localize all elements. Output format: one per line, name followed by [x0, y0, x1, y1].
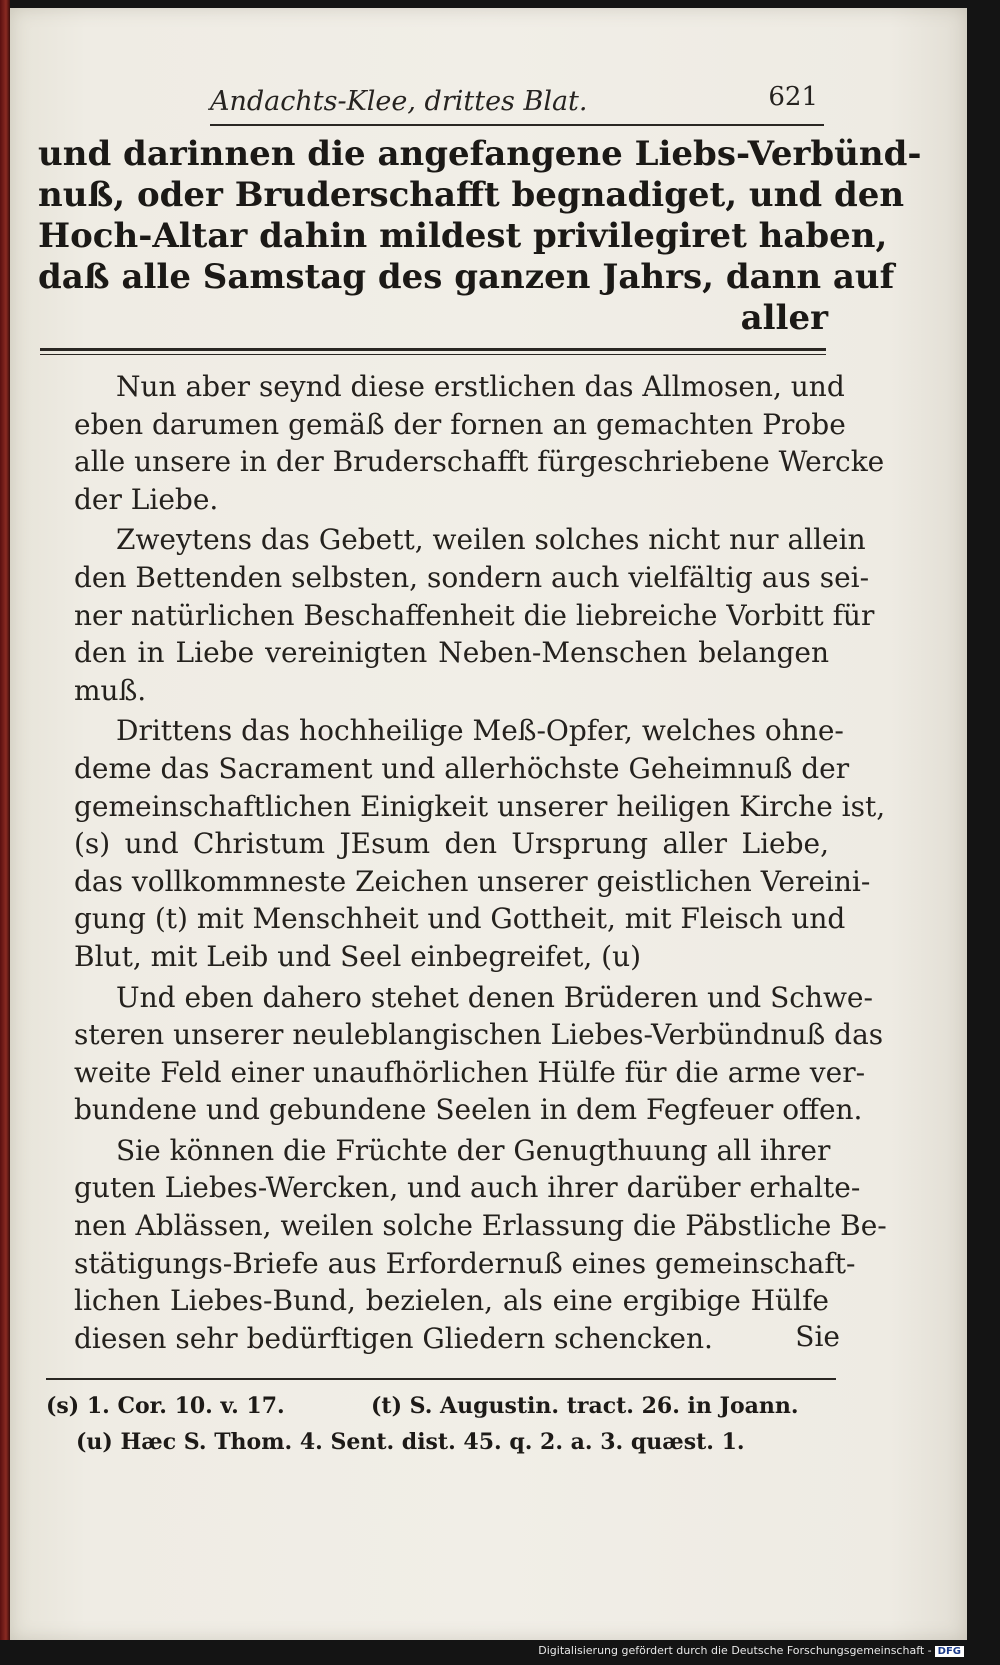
text-line: Drittens das hochheilige Meß-Opfer, welches ohne- — [116, 714, 844, 748]
text-line: nen Ablässen, weilen solche Erlassung die Päbstliche Be- — [74, 1209, 887, 1243]
footnote-u: (u) Hæc S. Thom. 4. Sent. dist. 45. q. 2. a. 3. quæst. 1. — [76, 1429, 745, 1455]
credit-text: Digitalisierung gefördert durch die Deutsche Forschungsgemeinschaft - — [538, 1644, 932, 1657]
text-line: weite Feld einer unaufhörlichen Hülfe für die arme ver- — [74, 1055, 866, 1089]
dfg-logo: DFG — [935, 1646, 964, 1657]
section-rule-top — [40, 348, 826, 351]
paragraph-fruits — [74, 1132, 887, 1358]
text-line: den Bettenden selbsten, sondern auch vielfältig aus sei- — [74, 560, 870, 594]
paragraph-field-of-help — [74, 979, 884, 1129]
text-line: muß. — [74, 673, 147, 707]
footnote-s: (s) 1. Cor. 10. v. 17. — [46, 1393, 285, 1419]
paragraph-prayer — [74, 521, 875, 709]
bold-text-block — [38, 134, 922, 339]
text-line: Sie können die Früchte der Genugthuung all ihrer — [116, 1133, 831, 1167]
section-rule-bottom — [40, 354, 826, 355]
text-line: bundene und gebundene Seelen in dem Fegfeuer offen. — [74, 1093, 863, 1127]
bold-line: und darinnen die angefangene Liebs-Verbünd- — [38, 134, 922, 174]
text-line: diesen sehr bedürftigen Gliedern schencken. — [74, 1321, 713, 1355]
text-line: gemeinschaftlichen Einigkeit unserer heiligen Kirche ist, — [74, 789, 886, 823]
text-line: Nun aber seynd diese erstlichen das Allmosen, und — [116, 370, 845, 403]
text-line: ner natürlichen Beschaffenheit die liebreiche Vorbitt für — [74, 598, 875, 632]
bold-line: Hoch-Altar dahin mildest privilegiret haben, — [38, 216, 888, 256]
text-line: (s) und Christum JEsum den Ursprung aller Liebe, — [74, 827, 829, 861]
text-line: den in Liebe vereinigten Neben-Menschen belangen — [74, 636, 829, 670]
page-number: 621 — [768, 82, 818, 112]
footnote-line — [46, 1388, 836, 1424]
text-line: der Liebe. — [74, 482, 219, 516]
text-line: das vollkommneste Zeichen unserer geistlichen Vereini- — [74, 864, 871, 898]
paragraph-almsgiving — [74, 368, 885, 518]
text-line: deme das Sacrament und allerhöchste Geheimnuß der — [74, 751, 850, 785]
running-title: Andachts-Klee, drittes Blat. — [210, 86, 588, 117]
text-line: alle unsere in der Bruderschafft fürgeschriebene Wercke — [74, 445, 885, 479]
book-spine-edge — [0, 0, 10, 1640]
page-header — [210, 82, 824, 124]
footnotes — [46, 1388, 836, 1460]
bold-catchword: aller — [740, 298, 828, 338]
bold-line: daß alle Samstag des ganzen Jahrs, dann auf — [38, 257, 895, 297]
body-text — [74, 368, 887, 1357]
text-line: Und eben dahero stehet denen Brüderen und Schwe- — [116, 980, 873, 1014]
page-catchword: Sie — [795, 1320, 840, 1353]
text-line: Blut, mit Leib und Seel einbegreifet, (u) — [74, 939, 642, 973]
header-rule — [210, 124, 824, 126]
text-line: eben darumen gemäß der fornen an gemachten Probe — [74, 407, 846, 441]
footnote-rule — [46, 1378, 836, 1380]
text-line: gung (t) mit Menschheit und Gottheit, mit Fleisch und — [74, 902, 846, 936]
footnote-t: (t) S. Augustin. tract. 26. in Joann. — [371, 1393, 799, 1419]
text-line: Zweytens das Gebett, weilen solches nicht nur allein — [116, 523, 866, 557]
text-line: stätigungs-Briefe aus Erfordernuß eines gemeinschaft- — [74, 1246, 856, 1280]
text-line: guten Liebes-Wercken, und auch ihrer darüber erhalte- — [74, 1171, 861, 1205]
bold-line: nuß, oder Bruderschafft begnadiget, und den — [38, 175, 905, 215]
text-line: lichen Liebes-Bund, bezielen, als eine ergibige Hülfe — [74, 1284, 829, 1318]
paragraph-mass — [74, 712, 886, 975]
text-line: steren unserer neuleblangischen Liebes-Verbündnuß das — [74, 1018, 884, 1052]
digitization-credit — [538, 1644, 964, 1657]
